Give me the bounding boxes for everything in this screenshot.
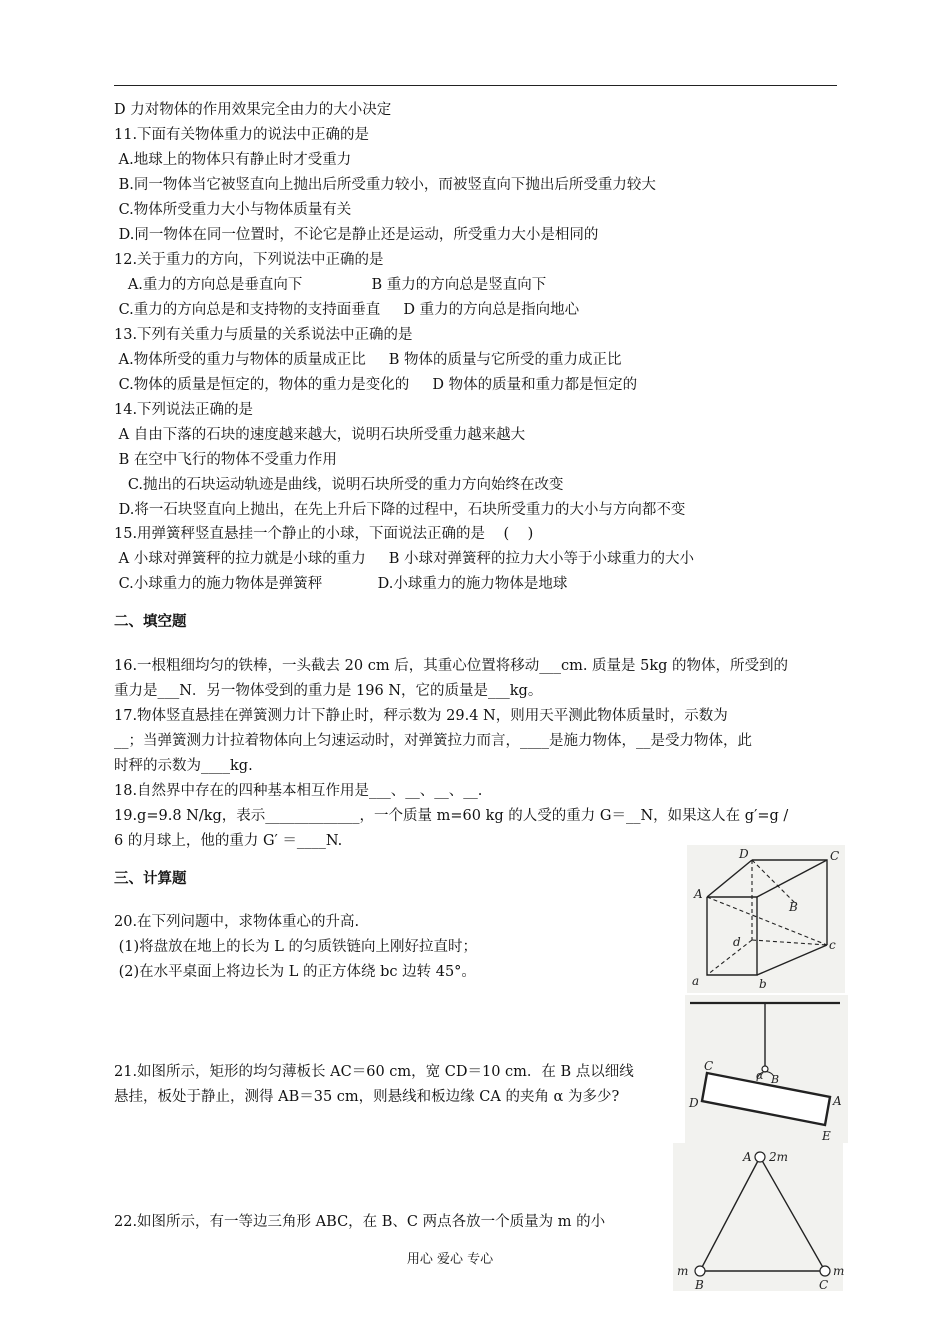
question-13: 13.下列有关重力与质量的关系说法中正确的是 xyxy=(114,327,413,343)
cube-label: A xyxy=(694,887,703,901)
triangle-label: B xyxy=(695,1278,704,1292)
header-rule xyxy=(114,85,837,86)
question-16: 16.一根粗细均匀的铁棒，一头截去 20 cm 后，其重心位置将移动___cm. 质量是 5kg 的物体，所受到的 xyxy=(114,658,789,674)
text-line: C.重力的方向总是和支持物的支持面垂直 D 重力的方向总是指向地心 xyxy=(114,302,580,318)
question-15: 15.用弹簧秤竖直悬挂一个静止的小球，下面说法正确的是 ( ) xyxy=(114,526,534,542)
cube-label: C xyxy=(830,849,840,863)
text-line: 重力是___N．另一物体受到的重力是 196 N，它的质量是___kg。 xyxy=(114,683,543,699)
cube-label: c xyxy=(829,938,836,952)
hanging-plate-figure xyxy=(685,995,848,1143)
question-17: 17.物体竖直悬挂在弹簧测力计下静止时，秤示数为 29.4 N，则用天平测此物体质量时，示数为 xyxy=(114,708,728,724)
cube-label: D xyxy=(739,847,749,861)
text-line: D 力对物体的作用效果完全由力的大小决定 xyxy=(114,102,392,118)
question-18: 18.自然界中存在的四种基本相互作用是___、__、__、__. xyxy=(114,783,483,799)
plate-label: A xyxy=(833,1094,842,1108)
text-line: A 小球对弹簧秤的拉力就是小球的重力 B 小球对弹簧秤的拉力大小等于小球重力的大小 xyxy=(114,551,694,567)
question-12: 12.关于重力的方向，下列说法中正确的是 xyxy=(114,252,384,268)
plate-label: B xyxy=(771,1073,780,1086)
text-line: A.地球上的物体只有静止时才受重力 xyxy=(114,152,352,168)
question-14: 14.下列说法正确的是 xyxy=(114,402,254,418)
text-line: D.将一石块竖直向上抛出，在先上升后下降的过程中，石块所受重力的大小与方向都不变 xyxy=(114,502,686,518)
triangle-label: m xyxy=(677,1264,689,1278)
triangle-label: C xyxy=(819,1278,829,1292)
question-11: 11.下面有关物体重力的说法中正确的是 xyxy=(114,127,370,143)
page-footer: 用心 爱心 专心 xyxy=(406,1252,494,1267)
text-line: B.同一物体当它被竖直向上抛出后所受重力较小，而被竖直向下抛出后所受重力较大 xyxy=(114,177,656,193)
text-line: 时秤的示数为____kg. xyxy=(114,758,253,774)
text-line: (1)将盘放在地上的长为 L 的匀质铁链向上刚好拉直时； xyxy=(114,939,477,955)
text-line: __；当弹簧测力计拉着物体向上匀速运动时，对弹簧拉力而言，____是施力物体，__是受力物体，此 xyxy=(114,733,752,749)
plate-label: E xyxy=(822,1129,831,1143)
text-line: A 自由下落的石块的速度越来越大，说明石块所受重力越来越大 xyxy=(114,427,526,443)
cube-figure xyxy=(687,845,845,993)
question-22: 22.如图所示，有一等边三角形 ABC，在 B、C 两点各放一个质量为 m 的小 xyxy=(114,1214,606,1230)
question-19: 19.g=9.8 N/kg，表示_____________，一个质量 m=60 kg 的人受的重力 G＝__N，如果这人在 g′=g / xyxy=(114,808,789,824)
question-21: 21.如图所示，矩形的均匀薄板长 AC＝60 cm，宽 CD＝10 cm．在 B 点以细线 xyxy=(114,1064,634,1080)
cube-label: b xyxy=(759,977,767,991)
text-line: 悬挂，板处于静止，测得 AB＝35 cm，则悬线和板边缘 CA 的夹角 α 为多少? xyxy=(114,1089,620,1105)
plate-label: C xyxy=(704,1059,714,1073)
triangle-label: m xyxy=(833,1264,845,1278)
text-line: 6 的月球上，他的重力 G′ ＝____N. xyxy=(114,833,343,849)
cube-label: B xyxy=(789,900,798,914)
text-line: (2)在水平桌面上将边长为 L 的正方体绕 bc 边转 45°。 xyxy=(114,964,476,980)
question-20: 20.在下列问题中，求物体重心的升高. xyxy=(114,914,360,930)
text-line: C.小球重力的施力物体是弹簧秤 D.小球重力的施力物体是地球 xyxy=(114,576,568,592)
section-heading-calc: 三、计算题 xyxy=(114,870,187,887)
text-line: A.重力的方向总是垂直向下 B 重力的方向总是竖直向下 xyxy=(114,277,547,293)
triangle-label: A xyxy=(743,1150,752,1164)
text-line: C.物体所受重力大小与物体质量有关 xyxy=(114,202,352,218)
text-line: A.物体所受的重力与物体的质量成正比 B 物体的质量与它所受的重力成正比 xyxy=(114,352,622,368)
plate-label: α xyxy=(756,1069,764,1082)
cube-label: a xyxy=(692,974,700,988)
text-line: C.物体的质量是恒定的，物体的重力是变化的 D 物体的质量和重力都是恒定的 xyxy=(114,377,638,393)
section-heading-fill: 二、填空题 xyxy=(114,613,187,630)
text-line: C.抛出的石块运动轨迹是曲线，说明石块所受的重力方向始终在改变 xyxy=(114,477,564,493)
triangle-figure xyxy=(673,1143,843,1291)
cube-label: d xyxy=(733,935,741,949)
plate-label: D xyxy=(689,1096,699,1110)
triangle-label: 2m xyxy=(769,1150,789,1164)
text-line: B 在空中飞行的物体不受重力作用 xyxy=(114,452,337,468)
text-line: D.同一物体在同一位置时，不论它是静止还是运动，所受重力大小是相同的 xyxy=(114,227,599,243)
